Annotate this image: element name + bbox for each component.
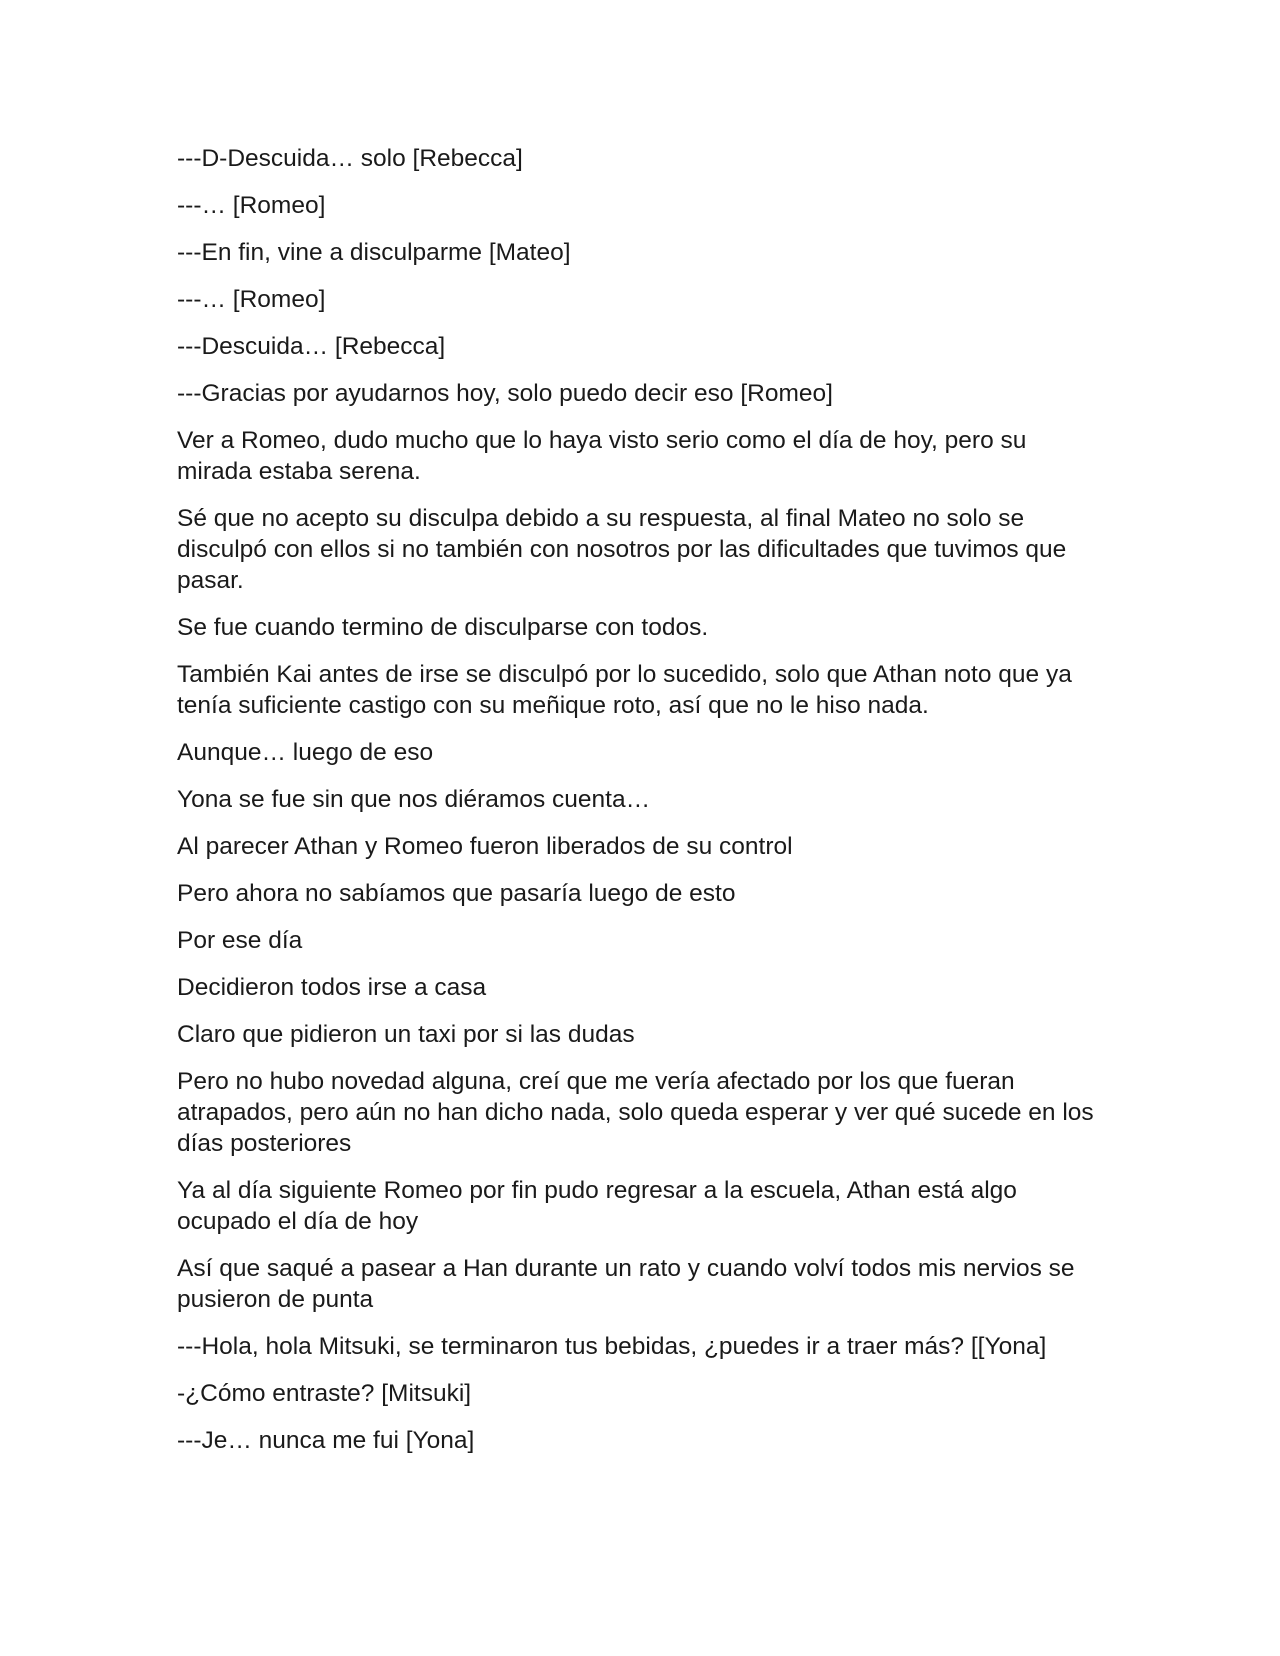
paragraph: ---… [Romeo] — [177, 286, 326, 313]
paragraph: Decidieron todos irse a casa — [177, 974, 487, 1001]
document-body — [177, 143, 1107, 1472]
paragraph: ---D-Descuida… solo [Rebecca] — [177, 145, 523, 172]
paragraph: Ver a Romeo, dudo mucho que lo haya visto serio como el día de hoy, pero su mirada estaba serena. — [177, 427, 1027, 485]
paragraph: También Kai antes de irse se disculpó por lo sucedido, solo que Athan noto que ya tenía suficiente castigo con su meñique roto, así que no le hiso nada. — [177, 661, 1072, 719]
paragraph: ---Descuida… [Rebecca] — [177, 333, 446, 360]
paragraph: ---En fin, vine a disculparme [Mateo] — [177, 239, 571, 266]
paragraph: Al parecer Athan y Romeo fueron liberados de su control — [177, 833, 793, 860]
paragraph: Ya al día siguiente Romeo por fin pudo regresar a la escuela, Athan está algo ocupado el día de hoy — [177, 1177, 1017, 1235]
paragraph: Sé que no acepto su disculpa debido a su respuesta, al final Mateo no solo se disculpó con ellos si no también con nosotros por las dificultades que tuvimos que pasar. — [177, 505, 1067, 594]
paragraph: ---Je… nunca me fui [Yona] — [177, 1427, 475, 1454]
paragraph: Pero no hubo novedad alguna, creí que me vería afectado por los que fueran atrapados, pero aún no han dicho nada, solo queda esperar y ver qué sucede en los días posteriores — [177, 1068, 1094, 1157]
paragraph: Aunque… luego de eso — [177, 739, 434, 766]
paragraph: Yona se fue sin que nos diéramos cuenta… — [177, 786, 651, 813]
paragraph: Claro que pidieron un taxi por si las dudas — [177, 1021, 635, 1048]
paragraph: Se fue cuando termino de disculparse con todos. — [177, 614, 709, 641]
paragraph: Así que saqué a pasear a Han durante un rato y cuando volví todos mis nervios se pusieron de punta — [177, 1255, 1075, 1313]
paragraph: Por ese día — [177, 927, 303, 954]
paragraph: ---Hola, hola Mitsuki, se terminaron tus bebidas, ¿puedes ir a traer más? [[Yona] — [177, 1333, 1047, 1360]
paragraph: Pero ahora no sabíamos que pasaría luego de esto — [177, 880, 736, 907]
paragraph: ---… [Romeo] — [177, 192, 326, 219]
paragraph: -¿Cómo entraste? [Mitsuki] — [177, 1380, 472, 1407]
paragraph: ---Gracias por ayudarnos hoy, solo puedo decir eso [Romeo] — [177, 380, 833, 407]
